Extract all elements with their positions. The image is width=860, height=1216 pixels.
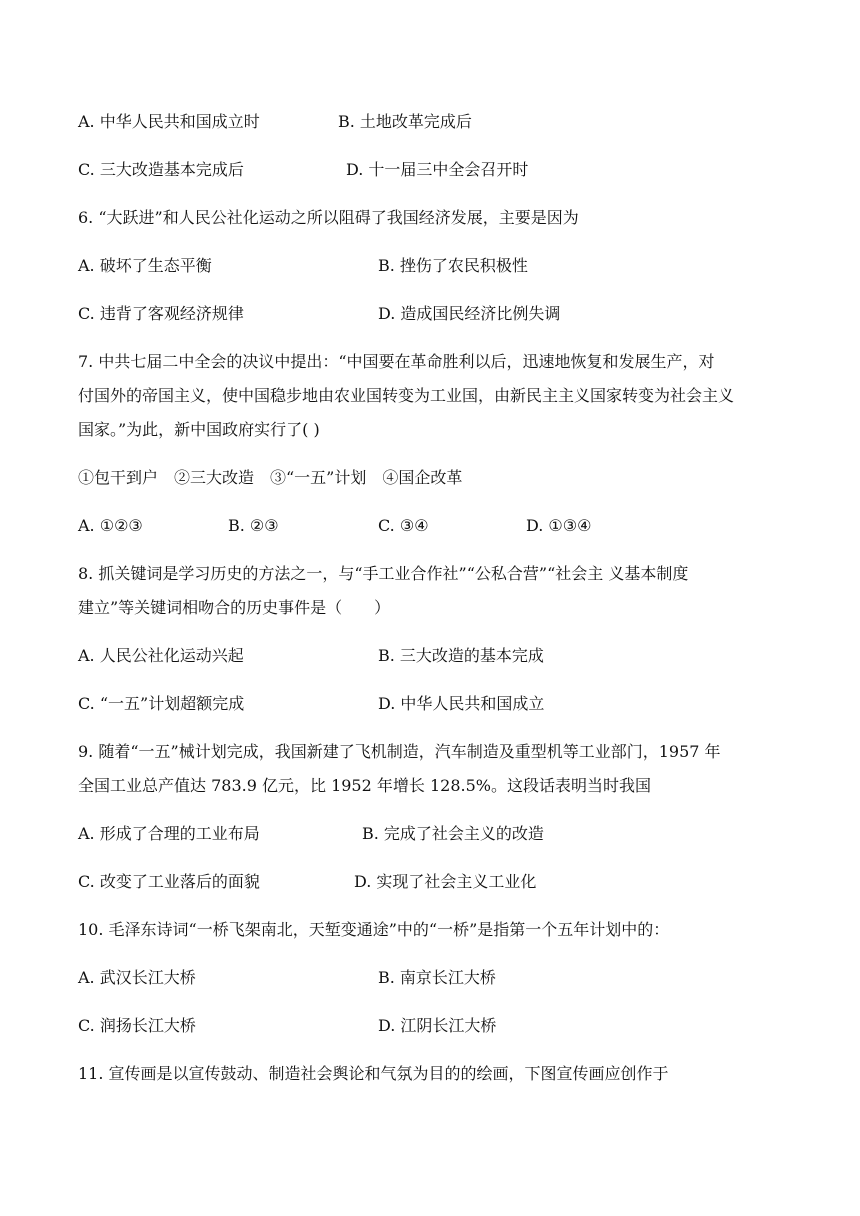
q9-option-a: A. 形成了合理的工业布局 bbox=[78, 824, 260, 843]
q8-option-a: A. 人民公社化运动兴起 bbox=[78, 646, 244, 665]
q6-option-a: A. 破坏了生态平衡 bbox=[78, 256, 212, 275]
q10-option-a: A. 武汉长江大桥 bbox=[78, 968, 196, 987]
q8-option-d: D. 中华人民共和国成立 bbox=[378, 694, 545, 713]
q7-option-a: A. ①②③ bbox=[78, 516, 143, 535]
q10-option-b: B. 南京长江大桥 bbox=[378, 968, 496, 987]
q7-stem-line-2: 付国外的帝国主义，使中国稳步地由农业国转变为工业国，由新民主主义国家转变为社会主义 bbox=[78, 386, 735, 405]
q6-option-b: B. 挫伤了农民积极性 bbox=[378, 256, 528, 275]
q8-stem-line-2: 建立”等关键词相吻合的历史事件是（ ） bbox=[78, 598, 391, 617]
q8-option-c: C. “一五”计划超额完成 bbox=[78, 694, 245, 713]
q10-stem: 10. 毛泽东诗词“一桥飞架南北，天堑变通途”中的“一桥”是指第一个五年计划中的： bbox=[78, 920, 670, 939]
q5-option-c: C. 三大改造基本完成后 bbox=[78, 160, 244, 179]
q9-option-c: C. 改变了工业落后的面貌 bbox=[78, 872, 260, 891]
q9-option-d: D. 实现了社会主义工业化 bbox=[354, 872, 537, 891]
q6-option-c: C. 违背了客观经济规律 bbox=[78, 304, 244, 323]
q7-choices: ①包干到户 ②三大改造 ③“一五”计划 ④国企改革 bbox=[78, 468, 463, 487]
q5-option-b: B. 土地改革完成后 bbox=[338, 112, 472, 131]
q5-option-a: A. 中华人民共和国成立时 bbox=[78, 112, 260, 131]
q10-option-d: D. 江阴长江大桥 bbox=[378, 1016, 497, 1035]
q7-stem-line-3: 国家。”为此，新中国政府实行了( ) bbox=[78, 420, 320, 439]
q7-option-c: C. ③④ bbox=[378, 516, 429, 535]
q5-option-d: D. 十一届三中全会召开时 bbox=[346, 160, 529, 179]
q9-option-b: B. 完成了社会主义的改造 bbox=[362, 824, 544, 843]
q6-option-d: D. 造成国民经济比例失调 bbox=[378, 304, 561, 323]
q11-stem: 11. 宣传画是以宣传鼓动、制造社会舆论和气氛为目的的绘画，下图宣传画应创作于 bbox=[78, 1064, 669, 1083]
q8-stem-line-1: 8. 抓关键词是学习历史的方法之一，与“手工业合作社”“公私合营”“社会主 义基本制度 bbox=[78, 564, 689, 583]
q9-stem-line-2: 全国工业总产值达 783.9 亿元，比 1952 年增长 128.5%。这段话表明当时我国 bbox=[78, 776, 651, 795]
q10-option-c: C. 润扬长江大桥 bbox=[78, 1016, 196, 1035]
q7-stem-line-1: 7. 中共七届二中全会的决议中提出：“中国要在革命胜利以后，迅速地恢复和发展生产，对 bbox=[78, 352, 715, 371]
q8-option-b: B. 三大改造的基本完成 bbox=[378, 646, 544, 665]
q7-option-d: D. ①③④ bbox=[526, 516, 592, 535]
q7-option-b: B. ②③ bbox=[228, 516, 279, 535]
q9-stem-line-1: 9. 随着“一五”械计划完成，我国新建了飞机制造，汽车制造及重型机等工业部门，1957 年 bbox=[78, 742, 721, 761]
q6-stem: 6. “大跃进”和人民公社化运动之所以阻碍了我国经济发展，主要是因为 bbox=[78, 208, 579, 227]
